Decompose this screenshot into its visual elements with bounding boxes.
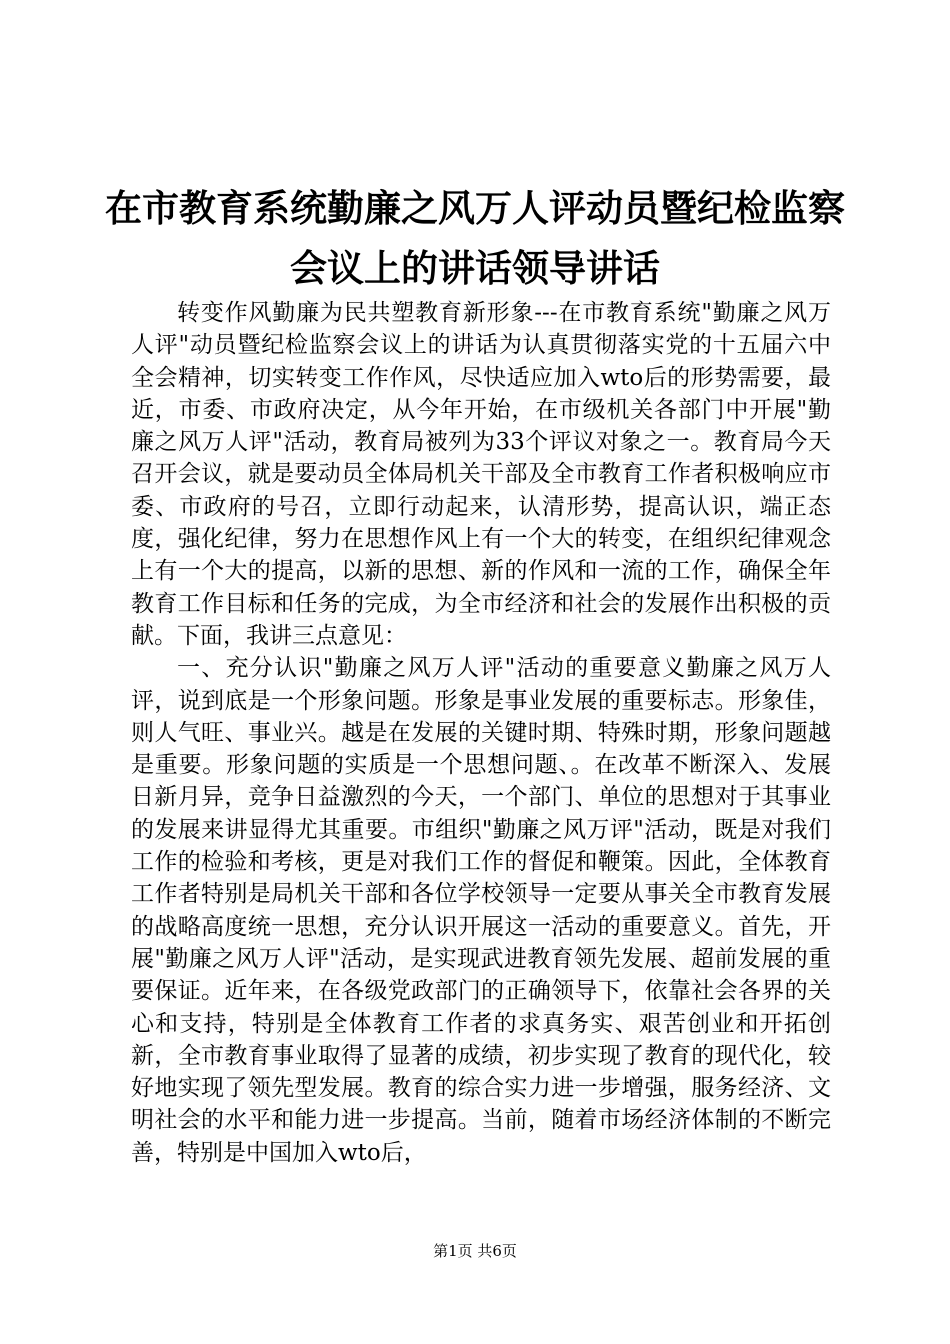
document-title-line-1: 在市教育系统勤廉之风万人评动员暨纪检监察 [105,186,845,230]
document-body [131,297,831,1169]
page-number-footer: 第1页 共6页 [433,1242,517,1260]
body-paragraph-2: 一、充分认识"勤廉之风万人评"活动的重要意义勤廉之风万人评，说到底是一个形象问题。形象是事业发展的重要标志。形象佳，则人气旺、事业兴。越是在发展的关键时期、特殊时期，形象问题越是重要。形象问题的实质是一个思想问题、。在改革不断深入、发展日新月异，竞争日益激烈的今天，一个部门、单位的思想对于其事业的发展来讲显得尤其重要。市组织"勤廉之风万评"活动，既是对我们工作的检验和考核，更是对我们工作的督促和鞭策。因此，全体教育工作者特别是局机关干部和各位学校领导一定要从事关全市教育发展的战略高度统一思想，充分认识开展这一活动的重要意义。首先，开展"勤廉之风万人评"活动，是实现武进教育领先发展、超前发展的重要保证。近年来，在各级党政部门的正确领导下，依靠社会各界的关心和支持，特别是全体教育工作者的求真务实、艰苦创业和开拓创新，全市教育事业取得了显著的成绩，初步实现了教育的现代化，较好地实现了领先型发展。教育的综合实力进一步增强，服务经济、文明社会的水平和能力进一步提高。当前，随着市场经济体制的不断完善，特别是中国加入wto后， [131,655,831,1166]
body-paragraph-1: 转变作风勤廉为民共塑教育新形象---在市教育系统"勤廉之风万人评"动员暨纪检监察会议上的讲话为认真贯彻落实党的十五届六中全会精神，切实转变工作作风，尽快适应加入wto后的形势需要，最近，市委、市政府决定，从今年开始，在市级机关各部门中开展"勤廉之风万人评"活动，教育局被列为33个评议对象之一。教育局今天召开会议，就是要动员全体局机关干部及全市教育工作者积极响应市委、市政府的号召，立即行动起来，认清形势，提高认识，端正态度，强化纪律，努力在思想作风上有一个大的转变，在组织纪律观念上有一个大的提高，以新的思想、新的作风和一流的工作，确保全年教育工作目标和任务的完成，为全市经济和社会的发展作出积极的贡献。下面，我讲三点意见： [131,300,831,649]
document-title-line-2: 会议上的讲话领导讲话 [290,246,660,290]
